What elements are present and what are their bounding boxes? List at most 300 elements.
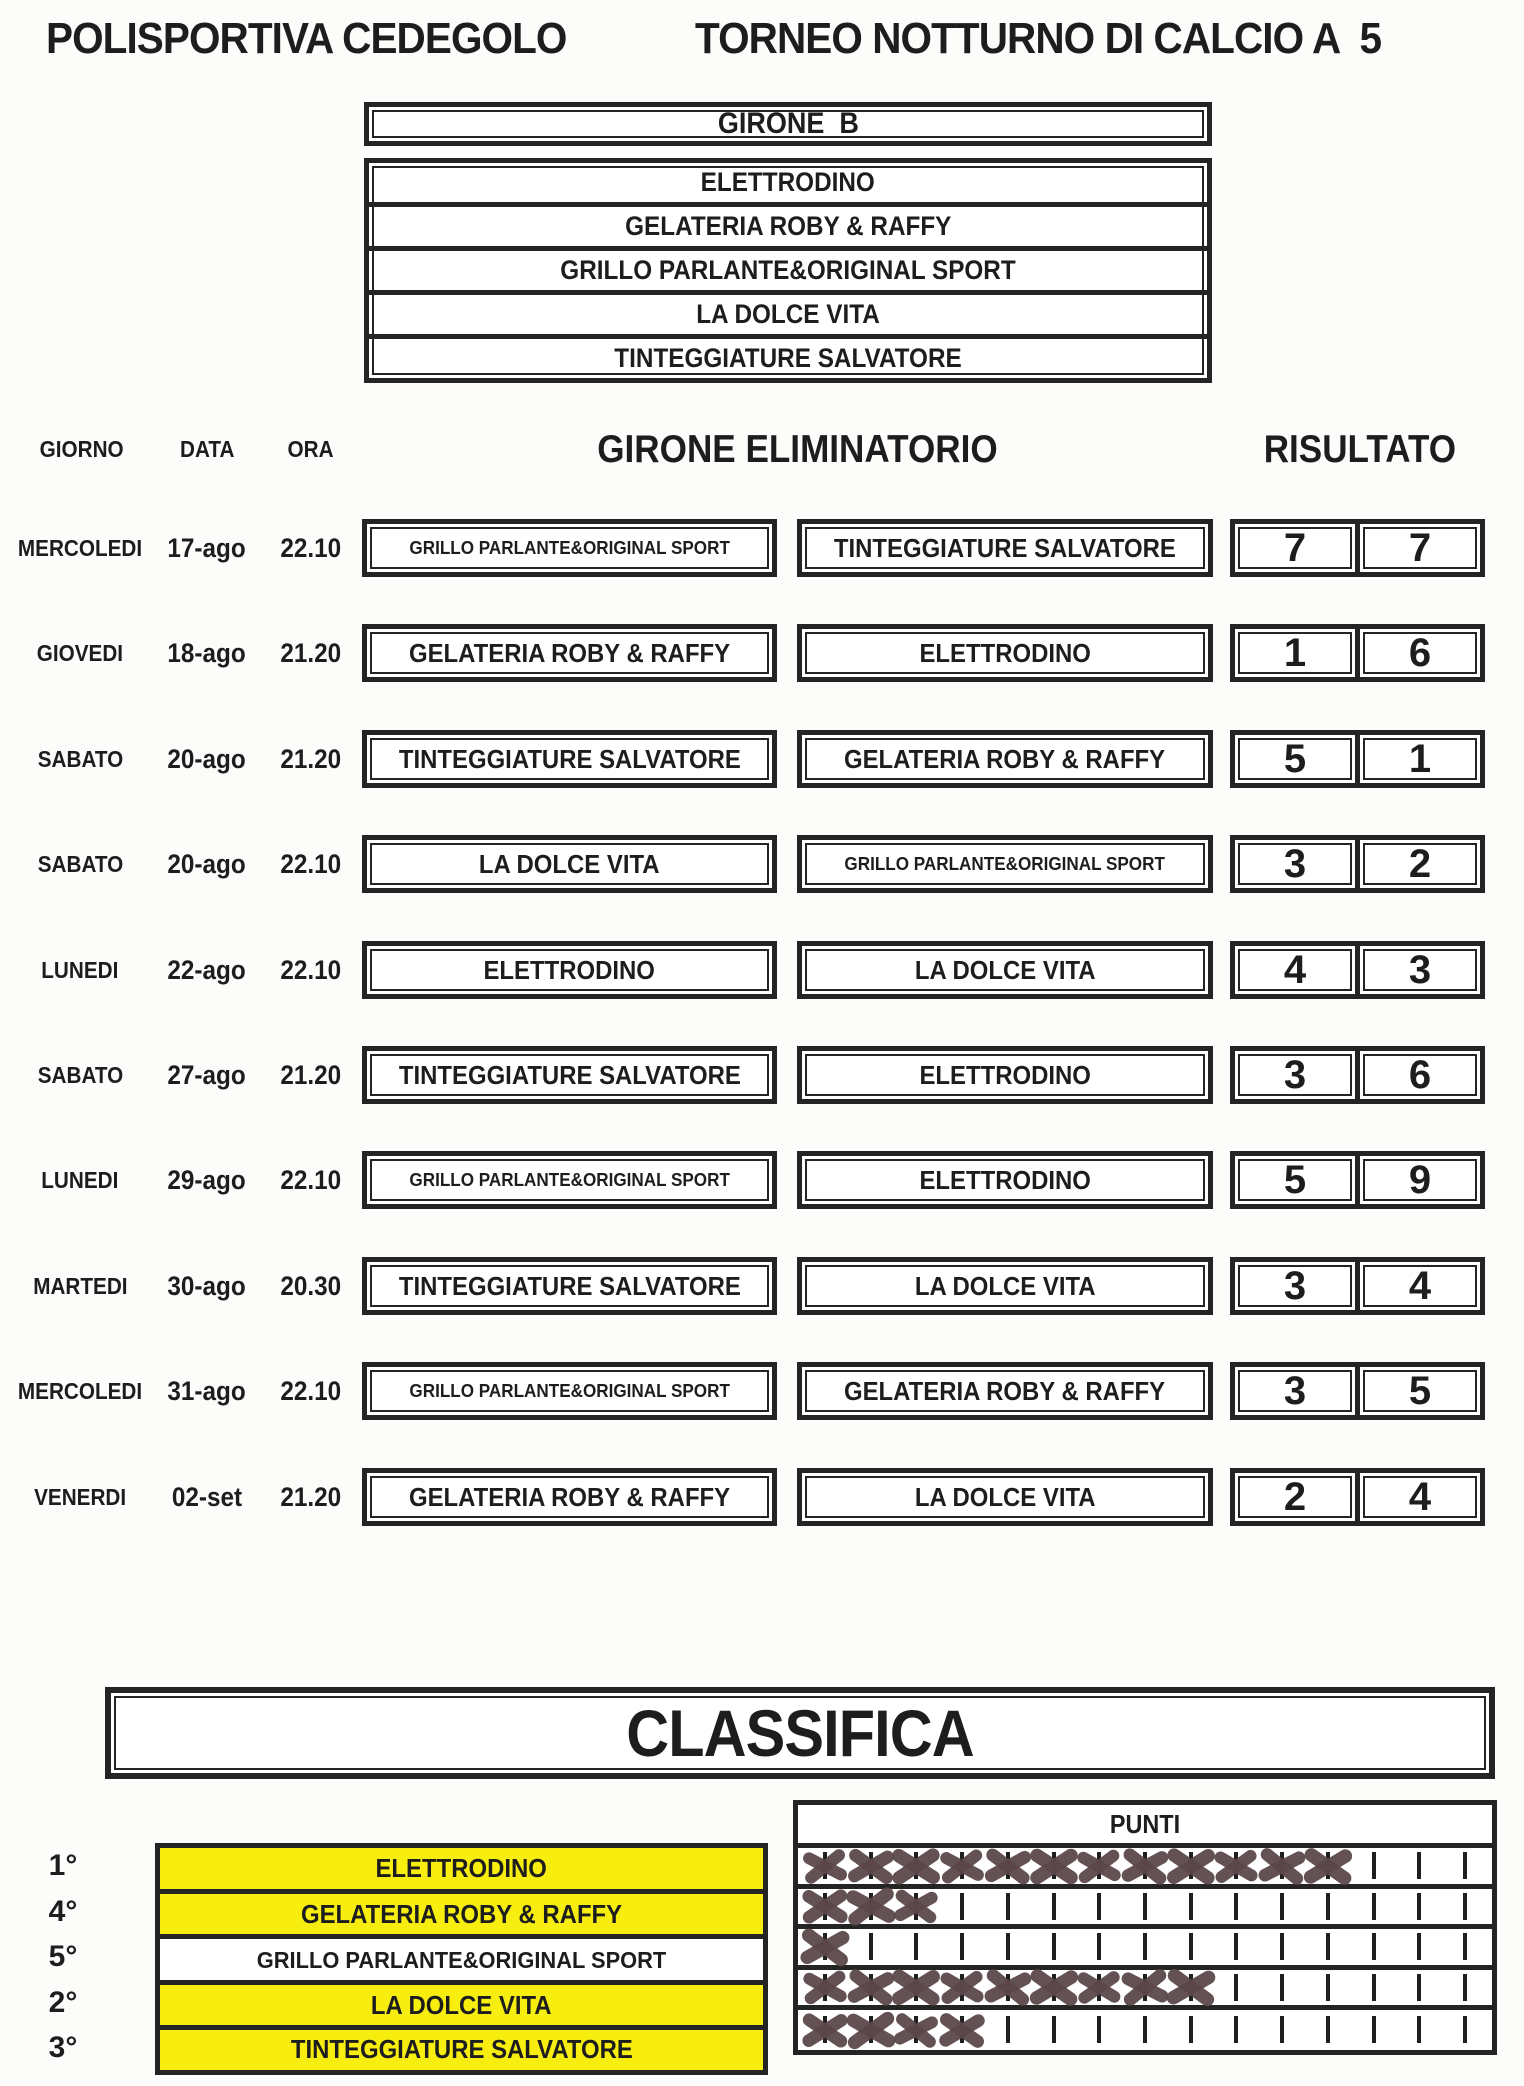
result-box	[1230, 1046, 1490, 1104]
tally-tick	[1326, 1893, 1330, 1920]
column-header-stage: GIRONE ELIMINATORIO	[597, 428, 998, 471]
standings-team-name: GRILLO PARLANTE&ORIGINAL SPORT	[256, 1947, 667, 1973]
tally-slot	[848, 1848, 894, 1884]
away-team-box	[797, 1046, 1213, 1104]
match-day: MERCOLEDI	[17, 1377, 143, 1404]
match-day: LUNEDI	[41, 1166, 119, 1193]
away-team-name: ELETTRODINO	[919, 637, 1091, 668]
tally-tick	[1189, 2016, 1193, 2043]
tally-slot	[939, 2010, 985, 2050]
tally-tick	[914, 2016, 918, 2043]
rank-column	[28, 1843, 98, 2071]
column-header-time: ORA	[287, 436, 335, 462]
tally-slot	[802, 1889, 848, 1925]
tally-slot	[1168, 1970, 1214, 2006]
away-score-cell	[1355, 835, 1485, 893]
home-team-name: GRILLO PARLANTE&ORIGINAL SPORT	[409, 1380, 730, 1401]
home-team-name: LA DOLCE VITA	[479, 848, 660, 879]
tally-slot	[1214, 2010, 1260, 2050]
result-box	[1230, 941, 1490, 999]
away-team-name: ELETTRODINO	[919, 1164, 1091, 1195]
tally-slot	[1351, 1889, 1397, 1925]
tally-slot	[985, 1929, 1031, 1965]
match-row	[0, 519, 1524, 577]
tally-tick	[960, 1974, 964, 2001]
tally-tick	[1097, 1852, 1101, 1879]
result-box	[1230, 1468, 1490, 1526]
tally-slot	[848, 1889, 894, 1925]
match-day: GIOVEDI	[36, 639, 124, 666]
group-team-name: GRILLO PARLANTE&ORIGINAL SPORT	[560, 255, 1016, 285]
tally-slot	[1214, 1848, 1260, 1884]
away-team-box	[797, 835, 1213, 893]
tally-tick	[1463, 1974, 1467, 2001]
tally-slot	[1214, 1970, 1260, 2006]
tally-tick	[823, 1933, 827, 1960]
home-score-cell	[1230, 1468, 1360, 1526]
tally-tick	[914, 1852, 918, 1879]
tally-tick	[1234, 1933, 1238, 1960]
result-box	[1230, 1151, 1490, 1209]
rank-label: 1°	[48, 1849, 78, 1882]
match-time: 21.20	[280, 743, 342, 774]
home-team-box	[362, 1257, 777, 1315]
away-score-cell	[1355, 1468, 1485, 1526]
page-title	[46, 14, 1382, 64]
home-team-box	[362, 835, 777, 893]
standings-team-row	[160, 1939, 763, 1985]
tally-tick	[1097, 1974, 1101, 2001]
away-team-box	[797, 730, 1213, 788]
tally-row	[798, 2010, 1492, 2050]
tally-row	[798, 1848, 1492, 1889]
schedule-headers	[0, 428, 1524, 471]
home-score: 4	[1283, 947, 1307, 992]
home-team-box	[362, 1151, 777, 1209]
tally-tick	[1280, 1974, 1284, 2001]
home-team-box	[362, 941, 777, 999]
home-team-box	[362, 519, 777, 577]
tally-row	[798, 1970, 1492, 2011]
tally-tick	[1372, 1893, 1376, 1920]
home-score-cell	[1230, 1151, 1360, 1209]
home-team-box	[362, 1046, 777, 1104]
tally-slot	[1122, 1889, 1168, 1925]
tally-tick	[1372, 1974, 1376, 2001]
tally-slot	[1305, 1929, 1351, 1965]
tally-tick	[1463, 1852, 1467, 1879]
tally-tick	[1417, 1852, 1421, 1879]
rank-label: 2°	[48, 1985, 78, 2019]
tally-tick	[1143, 1974, 1147, 2001]
away-score: 4	[1408, 1263, 1432, 1308]
tally-tick	[869, 1893, 873, 1920]
tally-slot	[1122, 1970, 1168, 2006]
tally-tick	[1234, 1852, 1238, 1879]
tally-tick	[1417, 1933, 1421, 1960]
tally-slot	[1031, 1970, 1077, 2006]
home-team-name: TINTEGGIATURE SALVATORE	[398, 1059, 741, 1090]
match-day: SABATO	[37, 850, 123, 877]
home-team-name: GRILLO PARLANTE&ORIGINAL SPORT	[409, 1169, 730, 1190]
away-team-box	[797, 941, 1213, 999]
tally-tick	[1463, 1893, 1467, 1920]
away-team-name: LA DOLCE VITA	[914, 1270, 1096, 1301]
match-date: 02-set	[171, 1481, 243, 1512]
standings-team-name: GELATERIA ROBY & RAFFY	[300, 1898, 623, 1929]
group-team-name: TINTEGGIATURE SALVATORE	[614, 343, 962, 373]
standings-team-name: ELETTRODINO	[375, 1853, 548, 1883]
tally-tick	[960, 2016, 964, 2043]
tally-slot	[1442, 1929, 1488, 1965]
match-day: SABATO	[37, 745, 123, 772]
tally-tick	[823, 1893, 827, 1920]
standings-team-row	[160, 1894, 763, 1940]
tally-tick	[869, 1974, 873, 2001]
tally-slot	[1351, 1970, 1397, 2006]
group-name-box	[364, 102, 1212, 146]
match-date: 30-ago	[167, 1270, 247, 1301]
tally-slot	[893, 1970, 939, 2006]
match-row	[0, 1362, 1524, 1420]
tally-slot	[939, 1970, 985, 2006]
column-header-date: DATA	[179, 436, 235, 462]
tally-slot	[1076, 2010, 1122, 2050]
home-score-cell	[1230, 1362, 1360, 1420]
tally-slot	[1259, 1970, 1305, 2006]
standings-title: CLASSIFICA	[626, 1696, 974, 1770]
tally-tick	[1463, 1933, 1467, 1960]
result-box	[1230, 1257, 1490, 1315]
tally-tick	[1234, 1974, 1238, 2001]
group-team-name: GELATERIA ROBY & RAFFY	[624, 211, 952, 241]
tally-slot	[893, 1889, 939, 1925]
tally-slot	[1259, 1889, 1305, 1925]
away-score: 6	[1408, 630, 1432, 675]
away-score: 2	[1408, 841, 1432, 886]
tally-slot	[1397, 1889, 1443, 1925]
match-row	[0, 1257, 1524, 1315]
tally-tick	[1326, 1974, 1330, 2001]
column-header-result: RISULTATO	[1263, 428, 1457, 471]
tally-tick	[1052, 2016, 1056, 2043]
tally-tick	[1372, 2016, 1376, 2043]
tally-tick	[1372, 1852, 1376, 1879]
tally-slot	[1168, 2010, 1214, 2050]
away-team-name: GRILLO PARLANTE&ORIGINAL SPORT	[844, 853, 1166, 874]
home-score: 3	[1283, 1368, 1307, 1413]
tally-slot	[802, 1848, 848, 1884]
tally-tick	[1006, 1852, 1010, 1879]
tally-slot	[1214, 1889, 1260, 1925]
match-time: 22.10	[280, 1375, 342, 1406]
group-team-row	[369, 163, 1207, 207]
home-team-name: GRILLO PARLANTE&ORIGINAL SPORT	[409, 537, 730, 558]
home-team-name: GELATERIA ROBY & RAFFY	[408, 637, 731, 668]
tally-slot	[1351, 2010, 1397, 2050]
tally-tick	[1006, 1974, 1010, 2001]
tally-tick	[1052, 1852, 1056, 1879]
tally-row	[798, 1929, 1492, 1970]
tally-tick	[914, 1933, 918, 1960]
tally-tick	[1234, 2016, 1238, 2043]
tally-tick	[1052, 1974, 1056, 2001]
tally-tick	[1417, 1893, 1421, 1920]
tally-tick	[1006, 1933, 1010, 1960]
away-team-name: GELATERIA ROBY & RAFFY	[844, 1375, 1166, 1406]
match-day: SABATO	[37, 1061, 123, 1088]
tally-slot	[1259, 1848, 1305, 1884]
home-score: 5	[1283, 1157, 1307, 1202]
match-row	[0, 941, 1524, 999]
away-team-box	[797, 1362, 1213, 1420]
tally-slot	[1031, 1889, 1077, 1925]
group-teams-box	[364, 158, 1212, 383]
away-team-box	[797, 1151, 1213, 1209]
match-date: 22-ago	[167, 954, 247, 985]
tally-tick	[1280, 1933, 1284, 1960]
home-team-name: TINTEGGIATURE SALVATORE	[398, 1270, 741, 1301]
page-title-left: POLISPORTIVA CEDEGOLO	[46, 14, 567, 63]
away-team-box	[797, 519, 1213, 577]
group-name: GIRONE B	[717, 107, 859, 140]
tally-tick	[1052, 1893, 1056, 1920]
tally-slot	[1397, 1970, 1443, 2006]
away-score-cell	[1355, 1362, 1485, 1420]
home-score-cell	[1230, 835, 1360, 893]
home-team-box	[362, 624, 777, 682]
points-rows	[798, 1848, 1492, 2050]
home-score-cell	[1230, 1257, 1360, 1315]
group-team-row	[369, 251, 1207, 295]
tally-tick	[1143, 1933, 1147, 1960]
tally-slot	[1305, 1889, 1351, 1925]
match-time: 22.10	[280, 848, 342, 879]
match-time: 21.20	[280, 1481, 342, 1512]
match-time: 22.10	[280, 1164, 342, 1195]
away-score-cell	[1355, 1046, 1485, 1104]
away-score: 5	[1408, 1368, 1432, 1413]
tally-tick	[869, 1852, 873, 1879]
tally-slot	[848, 2010, 894, 2050]
tally-tick	[823, 2016, 827, 2043]
tally-tick	[1143, 1893, 1147, 1920]
tally-tick	[823, 1852, 827, 1879]
result-box	[1230, 1362, 1490, 1420]
result-box	[1230, 624, 1490, 682]
home-team-name: ELETTRODINO	[483, 954, 656, 985]
match-row	[0, 624, 1524, 682]
tally-slot	[1168, 1889, 1214, 1925]
tally-tick	[1189, 1852, 1193, 1879]
tally-slot	[1031, 1929, 1077, 1965]
away-team-box	[797, 624, 1213, 682]
away-score: 9	[1408, 1157, 1432, 1202]
points-table	[793, 1800, 1497, 2055]
away-score-cell	[1355, 519, 1485, 577]
tally-slot	[1122, 2010, 1168, 2050]
tally-tick	[1372, 1933, 1376, 1960]
match-date: 27-ago	[167, 1059, 247, 1090]
rank-label: 3°	[48, 2031, 78, 2064]
away-score-cell	[1355, 1151, 1485, 1209]
standings-team-row	[160, 1848, 763, 1894]
tally-tick	[1097, 1893, 1101, 1920]
tally-tick	[1006, 2016, 1010, 2043]
match-time: 22.10	[280, 954, 342, 985]
tally-slot	[1259, 1929, 1305, 1965]
away-team-name: LA DOLCE VITA	[914, 954, 1096, 985]
rank-label: 4°	[48, 1894, 78, 1928]
rank-label: 5°	[48, 1940, 78, 1973]
home-team-box	[362, 1468, 777, 1526]
standings-team-name: TINTEGGIATURE SALVATORE	[290, 2034, 633, 2064]
match-row	[0, 730, 1524, 788]
home-score: 3	[1283, 841, 1307, 886]
tally-slot	[1168, 1848, 1214, 1884]
standings-team-row	[160, 2030, 763, 2070]
column-header-day: GIORNO	[40, 436, 124, 462]
tally-tick	[1417, 2016, 1421, 2043]
standings-title-box	[105, 1687, 1495, 1779]
tally-slot	[1031, 2010, 1077, 2050]
tally-tick	[1143, 2016, 1147, 2043]
tally-slot	[939, 1889, 985, 1925]
tally-slot	[985, 2010, 1031, 2050]
away-score: 7	[1408, 525, 1432, 570]
away-score-cell	[1355, 1257, 1485, 1315]
tally-tick	[869, 2016, 873, 2043]
home-score: 3	[1283, 1052, 1307, 1097]
away-team-name: LA DOLCE VITA	[914, 1481, 1096, 1512]
group-team-name: ELETTRODINO	[700, 167, 876, 197]
tally-tick	[1326, 2016, 1330, 2043]
home-score: 1	[1283, 630, 1307, 675]
home-score-cell	[1230, 1046, 1360, 1104]
tally-slot	[985, 1848, 1031, 1884]
match-time: 20.30	[280, 1270, 342, 1301]
group-team-row	[369, 207, 1207, 251]
away-score-cell	[1355, 730, 1485, 788]
match-time: 22.10	[280, 532, 342, 563]
tally-slot	[1076, 1848, 1122, 1884]
match-day: LUNEDI	[41, 956, 119, 983]
away-score: 6	[1408, 1052, 1432, 1097]
tally-slot	[802, 1970, 848, 2006]
match-date: 20-ago	[167, 848, 247, 879]
tally-slot	[1076, 1889, 1122, 1925]
group-team-name: LA DOLCE VITA	[696, 299, 880, 329]
tally-slot	[1031, 1848, 1077, 1884]
tally-slot	[802, 1929, 848, 1965]
tally-tick	[1189, 1893, 1193, 1920]
tally-slot	[939, 1848, 985, 1884]
tally-slot	[1442, 1970, 1488, 2006]
home-score: 5	[1283, 736, 1307, 781]
tally-tick	[1189, 1974, 1193, 2001]
tally-tick	[1417, 1974, 1421, 2001]
tally-slot	[1076, 1970, 1122, 2006]
tally-tick	[1280, 1852, 1284, 1879]
tally-tick	[1006, 1893, 1010, 1920]
tally-tick	[823, 1974, 827, 2001]
match-row	[0, 1046, 1524, 1104]
tally-slot	[802, 2010, 848, 2050]
home-team-name: GELATERIA ROBY & RAFFY	[408, 1481, 731, 1512]
tally-tick	[1052, 1933, 1056, 1960]
tally-tick	[1097, 2016, 1101, 2043]
tally-slot	[1442, 2010, 1488, 2050]
tally-slot	[985, 1970, 1031, 2006]
tally-slot	[1442, 1848, 1488, 1884]
result-box	[1230, 835, 1490, 893]
match-date: 17-ago	[167, 532, 247, 563]
away-score-cell	[1355, 941, 1485, 999]
tally-slot	[1397, 2010, 1443, 2050]
tally-slot	[1305, 1970, 1351, 2006]
home-team-box	[362, 1362, 777, 1420]
tally-tick	[1326, 1852, 1330, 1879]
tally-slot	[1168, 1929, 1214, 1965]
tally-tick	[869, 1933, 873, 1960]
standings-team-name: LA DOLCE VITA	[371, 1989, 552, 2020]
tally-slot	[1122, 1929, 1168, 1965]
match-date: 29-ago	[167, 1164, 247, 1195]
tally-tick	[914, 1893, 918, 1920]
home-score-cell	[1230, 519, 1360, 577]
tally-row	[798, 1889, 1492, 1930]
home-team-box	[362, 730, 777, 788]
tally-slot	[893, 1929, 939, 1965]
tally-slot	[985, 1889, 1031, 1925]
away-team-box	[797, 1257, 1213, 1315]
away-score: 3	[1408, 947, 1432, 992]
match-day: VENERDI	[33, 1483, 127, 1510]
away-team-box	[797, 1468, 1213, 1526]
tally-slot	[848, 1929, 894, 1965]
tally-slot	[893, 2010, 939, 2050]
tally-slot	[1397, 1848, 1443, 1884]
match-row	[0, 1468, 1524, 1526]
home-score: 3	[1283, 1263, 1307, 1308]
tally-slot	[939, 1929, 985, 1965]
tally-tick	[914, 1974, 918, 2001]
page-title-right: TORNEO NOTTURNO DI CALCIO A 5	[695, 14, 1382, 63]
away-score-cell	[1355, 624, 1485, 682]
tally-slot	[1305, 1848, 1351, 1884]
match-date: 20-ago	[167, 743, 247, 774]
tally-tick	[960, 1893, 964, 1920]
away-team-name: TINTEGGIATURE SALVATORE	[834, 532, 1176, 563]
home-score: 7	[1283, 525, 1307, 570]
home-score: 2	[1283, 1474, 1307, 1519]
tally-tick	[1280, 1893, 1284, 1920]
match-row	[0, 835, 1524, 893]
away-score: 1	[1408, 736, 1432, 781]
match-date: 31-ago	[167, 1375, 247, 1406]
home-score-cell	[1230, 624, 1360, 682]
points-header: PUNTI	[798, 1805, 1492, 1848]
result-box	[1230, 519, 1490, 577]
tally-slot	[1397, 1929, 1443, 1965]
tally-tick	[1326, 1933, 1330, 1960]
match-time: 21.20	[280, 637, 342, 668]
tally-tick	[1097, 1933, 1101, 1960]
tally-tick	[960, 1933, 964, 1960]
match-row	[0, 1151, 1524, 1209]
tally-slot	[848, 1970, 894, 2006]
home-team-name: TINTEGGIATURE SALVATORE	[398, 743, 741, 774]
